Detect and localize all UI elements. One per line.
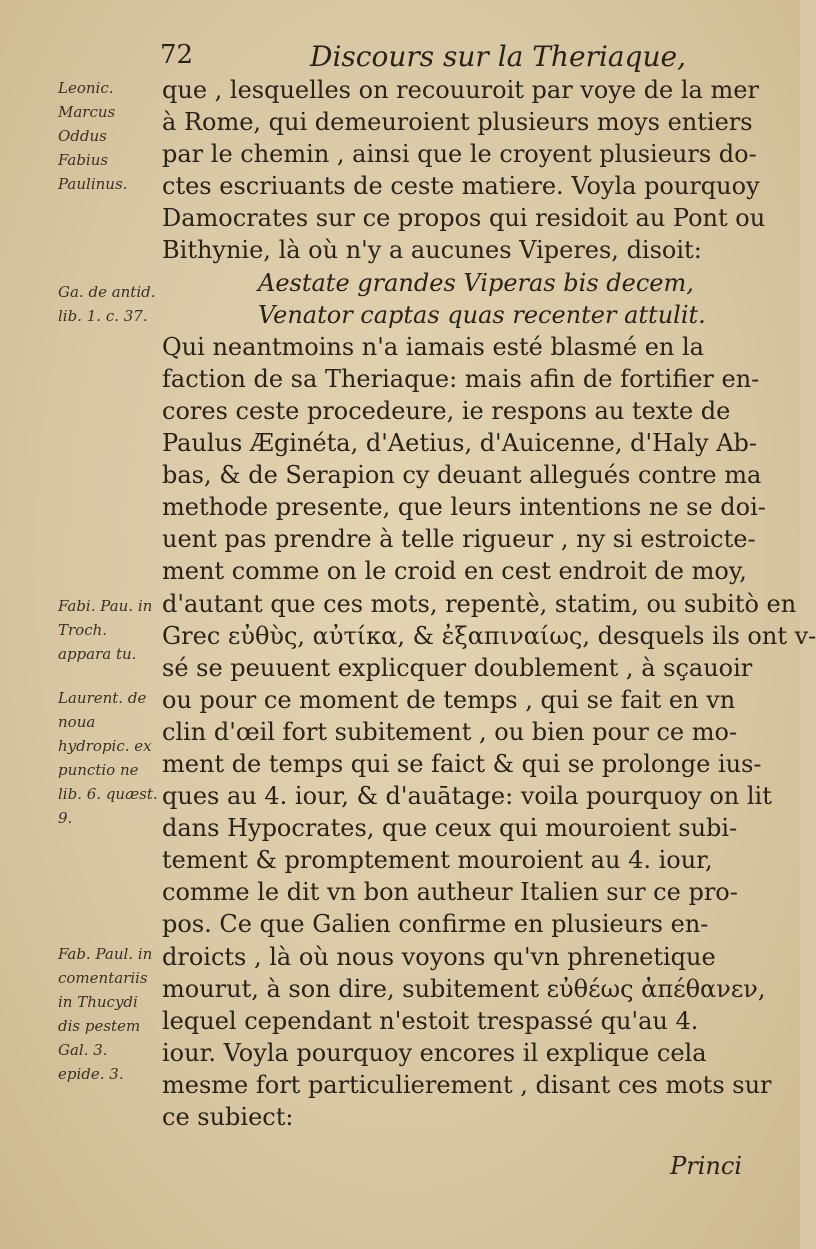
text-line: dans Hypocrates, que ceux qui mouroient subi-	[162, 814, 738, 843]
text-line: par le chemin , ainsi que le croyent plusieurs do-	[162, 140, 757, 169]
margin-note: Fab. Paul. in comentariis in Thucydi dis pestem Gal. 3. epide. 3.	[58, 945, 153, 1083]
text-line: Bithynie, là où n'y a aucunes Viperes, disoit:	[162, 236, 702, 265]
text-line: Damocrates sur ce propos qui residoit au Pont ou	[162, 204, 766, 233]
text-line: cores ceste procedeure, ie respons au texte de	[162, 396, 731, 425]
running-title: Discours sur la Theriaque,	[310, 40, 686, 73]
text-line: faction de sa Theriaque: mais afin de fortifier en-	[162, 364, 760, 393]
catchword: Princi	[670, 1152, 742, 1180]
margin-note: Leonic. Marcus Oddus Fabius Paulinus.	[58, 79, 128, 193]
margin-note: Fabi. Pau. in Troch. appara tu.	[58, 597, 153, 663]
text-line: ou pour ce moment de temps , qui se fait en vn	[162, 685, 736, 714]
text-line: d'autant que ces mots, repentè, statim, ou subitò en	[162, 589, 797, 618]
text-line: Qui neantmoins n'a iamais esté blasmé en la	[162, 332, 704, 361]
text-line: sé se peuuent explicquer doublement , à sçauoir	[162, 653, 753, 682]
text-line: lequel cependant n'estoit trespassé qu'au 4.	[162, 1006, 699, 1035]
verse-line: Aestate grandes Viperas bis decem,	[258, 268, 694, 297]
body-text	[162, 74, 816, 1133]
text-line: comme le dit vn bon autheur Italien sur ce pro-	[162, 878, 738, 907]
text-line: methode presente, que leurs intentions ne se doi-	[162, 493, 766, 522]
text-line: clin d'œil fort subitement , ou bien pour ce mo-	[162, 717, 738, 746]
margin-note: Laurent. de noua hydropic. ex punctio ne lib. 6. quæst. 9.	[58, 689, 158, 827]
page-number: 72	[160, 40, 194, 70]
text-line: ment de temps qui se faict & qui se prolonge ius-	[162, 749, 762, 778]
text-line: bas, & de Serapion cy deuant allegués contre ma	[162, 461, 762, 490]
verse-line: Venator captas quas recenter attulit.	[258, 300, 706, 329]
text-line: pos. Ce que Galien confirme en plusieurs en-	[162, 910, 709, 939]
text-line: mourut, à son dire, subitement εὐθέως ἀπέθανεν,	[162, 974, 766, 1003]
text-line: ctes escriuants de ceste matiere. Voyla pourquoy	[162, 172, 760, 201]
text-line: iour. Voyla pourquoy encores il explique cela	[162, 1038, 707, 1067]
text-line: Paulus Æginéta, d'Aetius, d'Auicenne, d'Haly Ab-	[162, 429, 758, 458]
text-line: tement & promptement mouroient au 4. iour,	[162, 846, 713, 875]
text-line: ment comme on le croid en cest endroit de moy,	[162, 557, 747, 586]
text-line: Grec εὐθὺς, αὐτίκα, & ἐξαπιναίως, desquels ils ont v-	[162, 621, 816, 650]
text-line: droicts , là où nous voyons qu'vn phrenetique	[162, 942, 716, 971]
text-line: que , lesquelles on recouuroit par voye de la mer	[162, 76, 759, 104]
text-line: ce subiect:	[162, 1103, 294, 1131]
margin-note: Ga. de antid. lib. 1. c. 37.	[58, 283, 156, 325]
text-line: uent pas prendre à telle rigueur , ny si estroicte-	[162, 525, 756, 554]
text-line: à Rome, qui demeuroient plusieurs moys entiers	[162, 108, 753, 137]
text-line: mesme fort particulierement , disant ces mots sur	[162, 1070, 772, 1099]
text-line: ques au 4. iour, & d'auātage: voila pourquoy on lit	[162, 782, 772, 811]
